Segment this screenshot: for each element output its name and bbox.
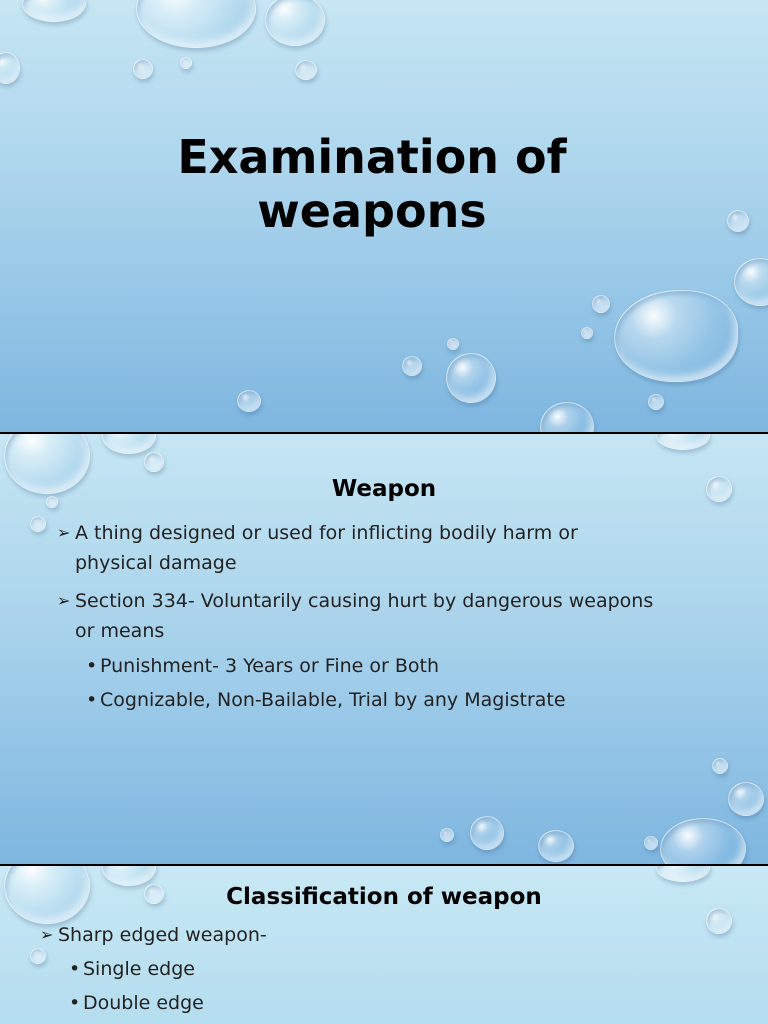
water-drop-decoration <box>22 0 86 22</box>
sub-bullet-text: Double edge <box>83 992 204 1014</box>
sub-bullet-text: Single edge <box>83 958 195 980</box>
water-drop-decoration <box>470 816 504 850</box>
water-drop-decoration <box>446 353 496 403</box>
water-drop-decoration <box>402 356 422 376</box>
slide-title-line: weapons <box>257 184 487 238</box>
water-drop-decoration <box>0 52 20 84</box>
bullet-item <box>40 920 267 950</box>
water-drop-decoration <box>447 338 459 350</box>
water-drop-decoration <box>102 866 156 886</box>
bullet-text: A thing designed or used for inflicting bodily harm or <box>75 522 578 544</box>
sub-bullet-text: Punishment- 3 Years or Fine or Both <box>100 655 440 677</box>
sub-bullet-item <box>86 651 440 681</box>
bullet-text: physical damage <box>75 552 237 574</box>
water-drop-decoration <box>265 0 325 46</box>
bullet-item <box>57 518 578 578</box>
water-drop-decoration <box>706 908 732 934</box>
water-drop-decoration <box>30 516 46 532</box>
water-drop-decoration <box>728 782 764 816</box>
water-drop-decoration <box>540 402 594 432</box>
water-drop-decoration <box>538 830 574 862</box>
bullet-text: Sharp edged weapon- <box>58 924 267 946</box>
water-drop-decoration <box>648 394 664 410</box>
water-drop-decoration <box>581 327 593 339</box>
water-drop-decoration <box>102 434 156 454</box>
water-drop-decoration <box>30 948 46 964</box>
sub-bullet-item <box>69 954 195 984</box>
slide-title-line: Examination of <box>177 130 567 184</box>
slide-heading: Classification of weapon <box>226 884 542 910</box>
water-drop-decoration <box>136 0 256 48</box>
slide-heading: Weapon <box>331 476 437 502</box>
classification-slide <box>0 866 768 1024</box>
water-drop-decoration <box>660 818 746 864</box>
bullet-text: or means <box>75 620 165 642</box>
water-drop-decoration <box>295 60 317 80</box>
water-drop-decoration <box>180 57 192 69</box>
water-drop-decoration <box>237 390 261 412</box>
water-drop-decoration <box>656 434 710 450</box>
water-drop-decoration <box>656 866 710 882</box>
dot-bullet-icon: • <box>69 992 81 1014</box>
sub-bullet-item <box>69 988 204 1018</box>
weapon-definition-slide <box>0 434 768 864</box>
title-slide <box>0 0 768 432</box>
dot-bullet-icon: • <box>86 689 98 711</box>
sub-bullet-text: Cognizable, Non-Bailable, Trial by any Magistrate <box>100 689 566 711</box>
water-drop-decoration <box>712 758 728 774</box>
water-drop-decoration <box>734 258 768 306</box>
arrow-bullet-icon: ➢ <box>40 925 54 944</box>
arrow-bullet-icon: ➢ <box>57 523 71 542</box>
bullet-text: Section 334- Voluntarily causing hurt by dangerous weapons <box>75 590 654 612</box>
arrow-bullet-icon: ➢ <box>57 591 71 610</box>
bullet-item <box>57 586 654 646</box>
sub-bullet-item <box>86 685 566 715</box>
water-drop-decoration <box>440 828 454 842</box>
water-drop-decoration <box>592 295 610 313</box>
water-drop-decoration <box>144 452 164 472</box>
slide-title <box>0 130 744 238</box>
dot-bullet-icon: • <box>86 655 98 677</box>
water-drop-decoration <box>644 836 658 850</box>
water-drop-decoration <box>133 59 153 79</box>
dot-bullet-icon: • <box>69 958 81 980</box>
water-drop-decoration <box>614 290 738 382</box>
